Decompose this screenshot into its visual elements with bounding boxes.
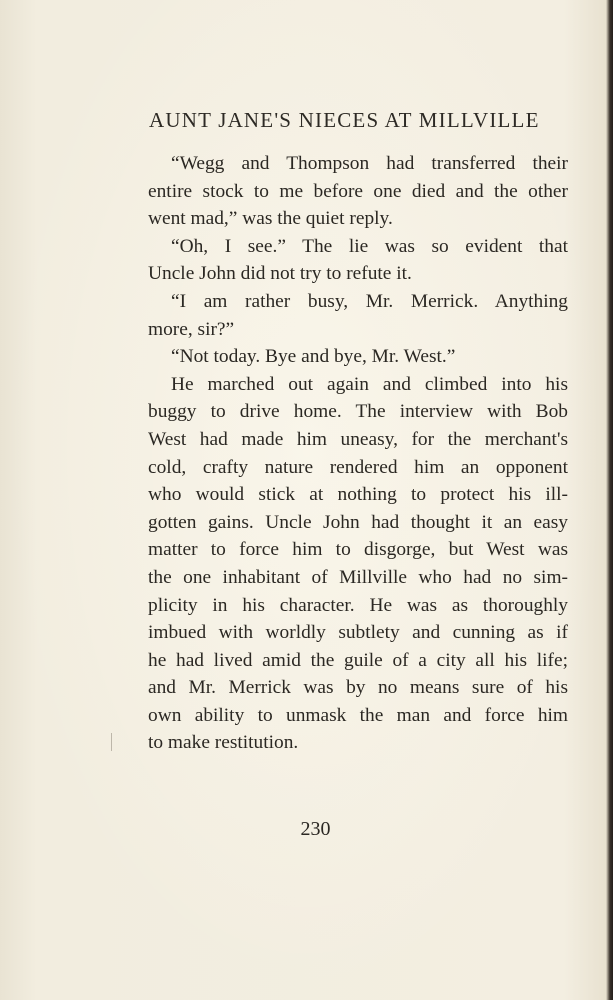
text-line: West had made him uneasy, for the merchant's [148,428,568,450]
body-text [148,150,568,757]
text-line: own ability to unmask the man and force him [148,704,568,726]
margin-mark [111,733,112,751]
text-line: the one inhabitant of Millville who had no sim- [148,566,568,588]
text-line: buggy to drive home. The interview with Bob [148,401,568,423]
text-line: “I am rather busy, Mr. Merrick. Anything [171,290,568,312]
text-line: Uncle John did not try to refute it. [148,263,412,285]
text-line: gotten gains. Uncle John had thought it an easy [148,511,568,533]
text-line: cold, crafty nature rendered him an opponent [148,456,568,478]
text-line: plicity in his character. He was as thoroughly [148,594,568,616]
text-line: to make restitution. [148,732,299,754]
text-line: he had lived amid the guile of a city all his life; [148,649,568,671]
page-number: 230 [300,818,331,840]
running-head: AUNT JANE'S NIECES AT MILLVILLE [149,108,540,132]
page-edge-shadow [606,0,613,1000]
text-line: and Mr. Merrick was by no means sure of his [148,677,568,699]
text-line: He marched out again and climbed into his [171,373,568,395]
text-line: “Oh, I see.” The lie was so evident that [171,235,568,257]
text-line: went mad,” was the quiet reply. [148,208,393,230]
text-line: entire stock to me before one died and the other [148,180,568,202]
text-line: “Wegg and Thompson had transferred their [171,153,568,174]
text-line: “Not today. Bye and bye, Mr. West.” [171,346,456,368]
text-line: matter to force him to disgorge, but West was [148,539,568,561]
text-line: more, sir?” [148,318,235,340]
text-line: who would stick at nothing to protect his ill- [148,484,568,506]
text-line: imbued with worldly subtlety and cunning as if [148,622,568,644]
